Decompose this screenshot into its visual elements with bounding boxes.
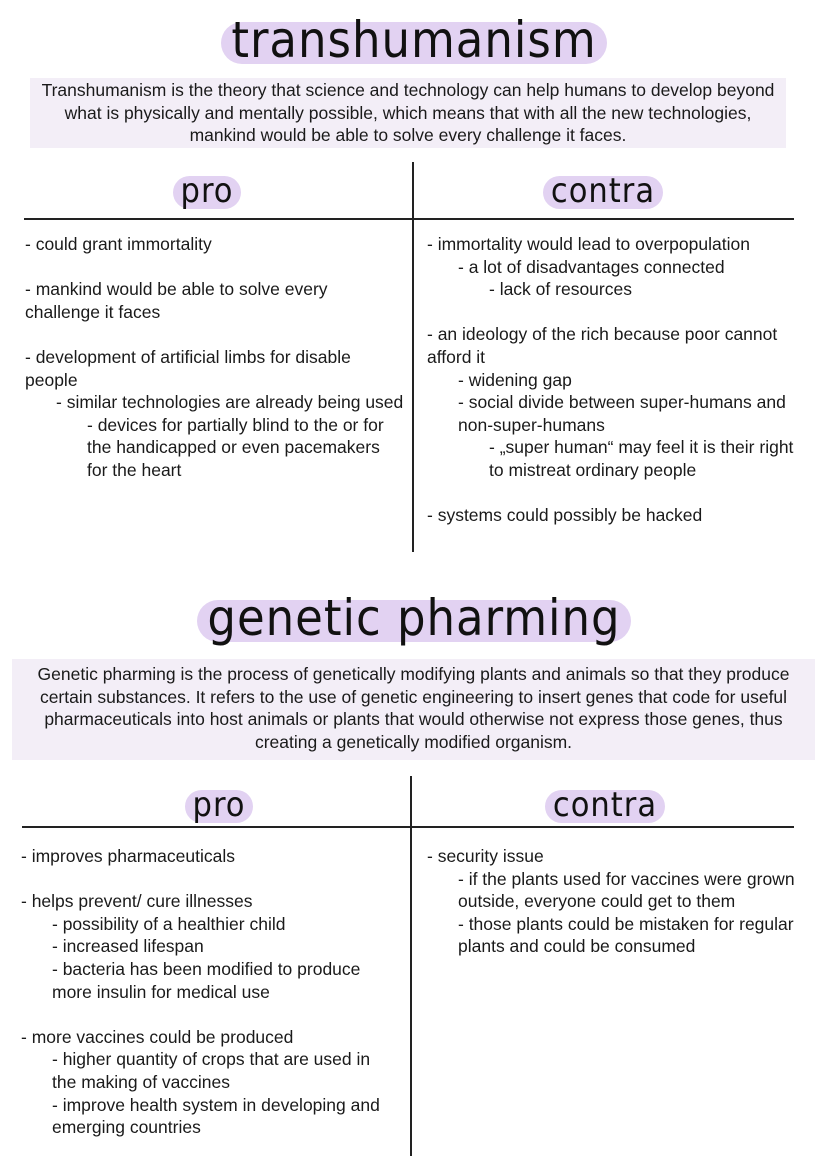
pharming-pro-column [21,845,406,1139]
list-item: - widening gap [458,369,572,390]
list-item: - improves pharmaceuticals [21,846,235,866]
list-item: - immortality would lead to overpopulation [427,234,750,254]
transhumanism-contra-column [427,233,807,527]
list-item: - possibility of a healthier child [52,913,286,934]
transhumanism-column-divider [412,162,414,552]
list-item: - if the plants used for vaccines were grown outside, everyone could get to them [458,868,795,912]
pharming-column-divider [410,776,412,1156]
list-item: - bacteria has been modified to produce more insulin for medical use [52,958,361,1002]
list-item: - improve health system in developing and emerging countries [52,1094,380,1138]
list-item: - development of artificial limbs for disable people [25,346,351,390]
transhumanism-pro-heading [10,170,404,212]
list-item: - higher quantity of crops that are used in the making of vaccines [52,1049,371,1092]
list-item: - more vaccines could be produced [21,1026,294,1047]
list-item: - a lot of disadvantages connected [458,256,725,277]
list-item: - „super human“ may feel it is their right to mistreat ordinary people [489,437,794,480]
pharming-pro-heading [22,784,416,826]
list-item: - systems could possibly be hacked [427,505,703,526]
pharming-intro: Genetic pharming is the process of genetically modifying plants and animals so that they produce certain substances. It refers to the use of genetic engineering to insert genes that code for useful pharmaceuticals into host animals or plants that would otherwise not express those genes, thus creating a genetically modified organism. [12,659,815,760]
transhumanism-table-divider [24,218,794,220]
pharming-contra-heading [408,784,802,826]
list-item: - helps prevent/ cure illnesses [21,891,253,912]
pharming-contra-label: contra [545,784,665,826]
transhumanism-pro-column [25,233,405,482]
pharming-title-wrap [0,590,828,646]
list-item: - could grant immortality [25,234,212,254]
list-item: - social divide between super-humans and non-super-humans [458,392,786,435]
list-item: - security issue [427,846,544,866]
list-item: - similar technologies are already being used [56,392,404,413]
transhumanism-title: transhumanism [221,12,606,68]
transhumanism-intro: Transhumanism is the theory that science and technology can help humans to develop beyond what is physically and mentally possible, which means that with all the new technologies, mankind would be able to solve every challenge it faces. [30,78,786,148]
transhumanism-contra-heading [406,170,800,212]
transhumanism-contra-label: contra [543,170,663,212]
pharming-title: genetic pharming [197,590,630,646]
transhumanism-title-wrap [0,12,828,68]
list-item: - lack of resources [489,279,632,300]
list-item: - an ideology of the rich because poor cannot afford it [427,324,778,367]
pharming-pro-label: pro [185,784,254,826]
list-item: - those plants could be mistaken for regular plants and could be consumed [458,913,794,957]
transhumanism-pro-label: pro [173,170,242,212]
list-item: - mankind would be able to solve every challenge it faces [25,279,328,322]
list-item: - increased lifespan [52,936,204,957]
pharming-contra-column [427,845,797,958]
list-item: - devices for partially blind to the or for the handicapped or even pacemakers for the heart [87,414,384,480]
pharming-table-divider [22,826,794,828]
